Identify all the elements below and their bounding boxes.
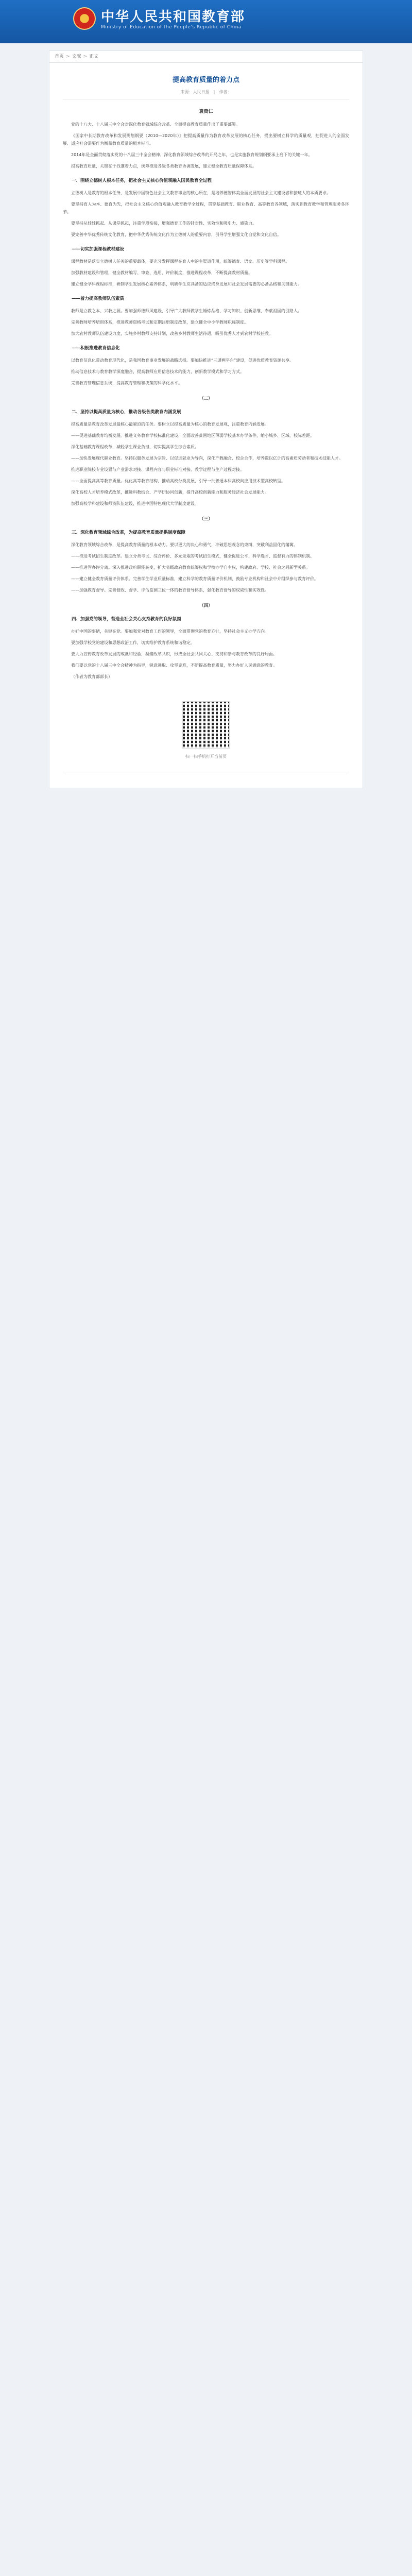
paragraph: 要坚持从娃娃抓起、从课堂抓起，注重学段衔接，增强德育工作的针对性、实效性和吸引力、感染力。 — [71, 221, 256, 226]
article-author: 袁贵仁 — [199, 109, 213, 114]
paragraph: 课程教材是落实立德树人任务的重要载体，要充分发挥课程在育人中的主渠道作用，统筹德育、语文、历史等学科课程。 — [71, 259, 289, 264]
paragraph: 党的十八大、十八届三中全会对深化教育领域综合改革、全面提高教育质量作出了重要部署。 — [71, 122, 240, 127]
site-subtitle: Ministry of Education of the People's Republic of China — [101, 25, 242, 30]
paragraph: ——推进考试招生制度改革。建立分类考试、综合评价、多元录取的考试招生模式，健全促进公平、科学选才、监督有力的体制机制。 — [71, 554, 314, 558]
paragraph: 要大力宣传教育改革发展的成就和经验，凝聚改革共识，形成全社会共同关心、支持和参与教育改革的良好局面。 — [71, 652, 277, 656]
breadcrumb-current: 正文 — [89, 54, 99, 59]
section-heading: ——积极推进教育信息化 — [72, 346, 120, 351]
section-heading: 四、加强党的领导，营造全社会关心支持教育的良好氛围 — [72, 617, 181, 622]
paragraph: ——加强教育督导。完善督政、督学、评估监测三位一体的教育督导体系，强化教育督导的权威性和实效性。 — [71, 588, 269, 592]
paragraph: 我们要以党的十八届三中全会精神为指导，锐意进取、攻坚克难，不断提高教育质量，努力办好人民满意的教育。 — [71, 663, 277, 668]
paragraph: ——推进管办评分离。深入推进政府职能转变，扩大省级政府教育统筹权和学校办学自主权，构建政府、学校、社会之间新型关系。 — [71, 565, 310, 570]
paragraph: 立德树人是教育的根本任务，是发展中国特色社会主义教育事业的核心所在，是培养德智体美全面发展的社会主义建设者和接班人的本质要求。 — [71, 191, 331, 195]
qr-caption: 扫一扫手机打开当前页 — [185, 754, 227, 759]
paragraph: 要完善中华优秀传统文化教育，把中华优秀传统文化作为立德树人的重要内容，引导学生增强文化自觉和文化自信。 — [71, 232, 281, 237]
section-number: （三） — [199, 517, 213, 522]
main-container — [49, 50, 363, 788]
paragraph: 要坚持育人为本、德育为先，把社会主义核心价值观融入教育教学全过程，贯穿基础教育、职业教育、高等教育各领域，落实到教育教学和管理服务各环节。 — [63, 202, 349, 214]
paragraph: 加大农村教师队伍建设力度，实施乡村教师支持计划，改善乡村教师生活待遇，吸引优秀人才到农村学校任教。 — [71, 331, 273, 336]
qr-block — [63, 701, 349, 759]
paragraph: ——全面提高高等教育质量。优化高等教育结构，推动高校分类发展，引导一批普通本科高校向应用技术型高校转型。 — [71, 479, 285, 483]
paragraph: 要加强学校党的建设和思想政治工作，切实维护教育系统和谐稳定。 — [71, 640, 195, 645]
section-heading: 三、深化教育领域综合改革，为提高教育质量提供制度保障 — [72, 530, 186, 535]
paragraph: 深化基础教育课程改革，减轻学生课业负担，切实提高学生综合素质。 — [71, 445, 199, 449]
breadcrumb-separator: > — [83, 54, 88, 59]
paragraph: 建立健全学科课程标准，研制学生发展核心素养体系，明确学生应具备的适应终身发展和社会发展需要的必备品格和关键能力。 — [71, 282, 302, 286]
site-title[interactable]: 中华人民共和国教育部 — [101, 9, 246, 25]
paragraph: （作者为教育部部长） — [71, 674, 112, 679]
breadcrumb — [49, 50, 363, 63]
paragraph: 完善教师培养培训体系，推进教师资格考试和定期注册制度改革，建立健全中小学教师职称制度。 — [71, 320, 248, 325]
paragraph: 加强教材建设和管理，健全教材编写、审查、选用、评价制度，推进课程改革，不断提高教材质量。 — [71, 270, 252, 275]
paragraph: 提高质量是教育改革发展最核心最紧迫的任务。要树立以提高质量为核心的教育发展观，注重教育内涵发展。 — [71, 422, 269, 427]
paragraph: 教师是立教之本、兴教之源。要加强师德师风建设，引导广大教师做学生锤炼品格、学习知识、创新思维、奉献祖国的引路人。 — [71, 309, 302, 313]
article-title: 提高教育质量的着力点 — [172, 76, 239, 84]
paragraph: 推进职业院校专业设置与产业需求对接、课程内容与职业标准对接、教学过程与生产过程对接。 — [71, 467, 244, 472]
article — [49, 63, 363, 788]
paragraph: 推动信息技术与教育教学深度融合，提高教师应用信息技术的能力，创新教学模式和学习方式。 — [71, 369, 244, 374]
section-heading: ——切实加强课程教材建设 — [72, 247, 125, 252]
paragraph: 办好中国的事情，关键在党。要加强党对教育工作的领导，全面贯彻党的教育方针，坚持社会主义办学方向。 — [71, 629, 269, 634]
paragraph: 以教育信息化带动教育现代化，是我国教育事业发展的战略选择。要加快推进“三通两平台”建设，促进优质教育资源共享。 — [71, 358, 294, 363]
section-heading: 二、坚持以提高质量为核心，推动各级各类教育内涵发展 — [72, 410, 181, 415]
section-heading: ——着力提高教师队伍素质 — [72, 296, 125, 301]
national-emblem-icon[interactable] — [73, 7, 96, 30]
breadcrumb-separator: > — [66, 54, 70, 59]
paragraph: 《国家中长期教育改革和发展规划纲要（2010—2020年）》把提高质量作为教育改革发展的核心任务，提出要树立科学的质量观，把促进人的全面发展、适应社会需要作为衡量教育质量的根本标准。 — [63, 133, 349, 146]
paragraph: 完善教育管理信息系统，提高教育管理和决策的科学化水平。 — [71, 381, 182, 385]
section-number: （二） — [199, 396, 213, 401]
paragraph: ——加快发展现代职业教育。坚持以服务发展为宗旨、以促进就业为导向，深化产教融合、校企合作，培养数以亿计的高素质劳动者和技术技能人才。 — [71, 456, 343, 461]
paragraph: 深化教育领域综合改革，是提高教育质量的根本动力。要以更大的决心和勇气，冲破思想观念的束缚，突破利益固化的藩篱。 — [71, 543, 298, 547]
breadcrumb-home[interactable]: 首页 — [55, 54, 64, 59]
section-number: （四） — [199, 603, 213, 608]
article-body — [63, 121, 349, 681]
paragraph: 加强高校学科建设和师资队伍建设，推进中国特色现代大学制度建设。 — [71, 501, 199, 506]
paragraph: 提高教育质量，关键在于找准着力点，统筹推进各级各类教育协调发展，建立健全教育质量保障体系。 — [71, 164, 256, 168]
breadcrumb-section[interactable]: 文献 — [72, 54, 81, 59]
article-meta: 来源：人民日报 | 作者： — [63, 89, 349, 99]
site-header — [0, 0, 412, 43]
paragraph: ——促进基础教育均衡发展。推进义务教育学校标准化建设，全面改善贫困地区薄弱学校基本办学条件，缩小城乡、区域、校际差距。 — [71, 433, 314, 438]
paragraph: 深化高校人才培养模式改革，推进科教结合、产学研协同创新，提升高校创新能力和服务经济社会发展能力。 — [71, 490, 269, 495]
paragraph: 2014年是全面贯彻落实党的十八届三中全会精神、深化教育领域综合改革的开局之年，也是实施教育规划纲要承上启下的关键一年。 — [71, 152, 313, 157]
qr-code-icon — [182, 701, 230, 749]
section-heading: 一、围绕立德树人根本任务，把社会主义核心价值观融入国民教育全过程 — [72, 178, 212, 183]
paragraph: ——建立健全教育质量评价体系。完善学生学业质量标准，建立科学的教育质量评价机制，鼓励专业机构和社会中介组织参与教育评价。 — [71, 577, 318, 581]
